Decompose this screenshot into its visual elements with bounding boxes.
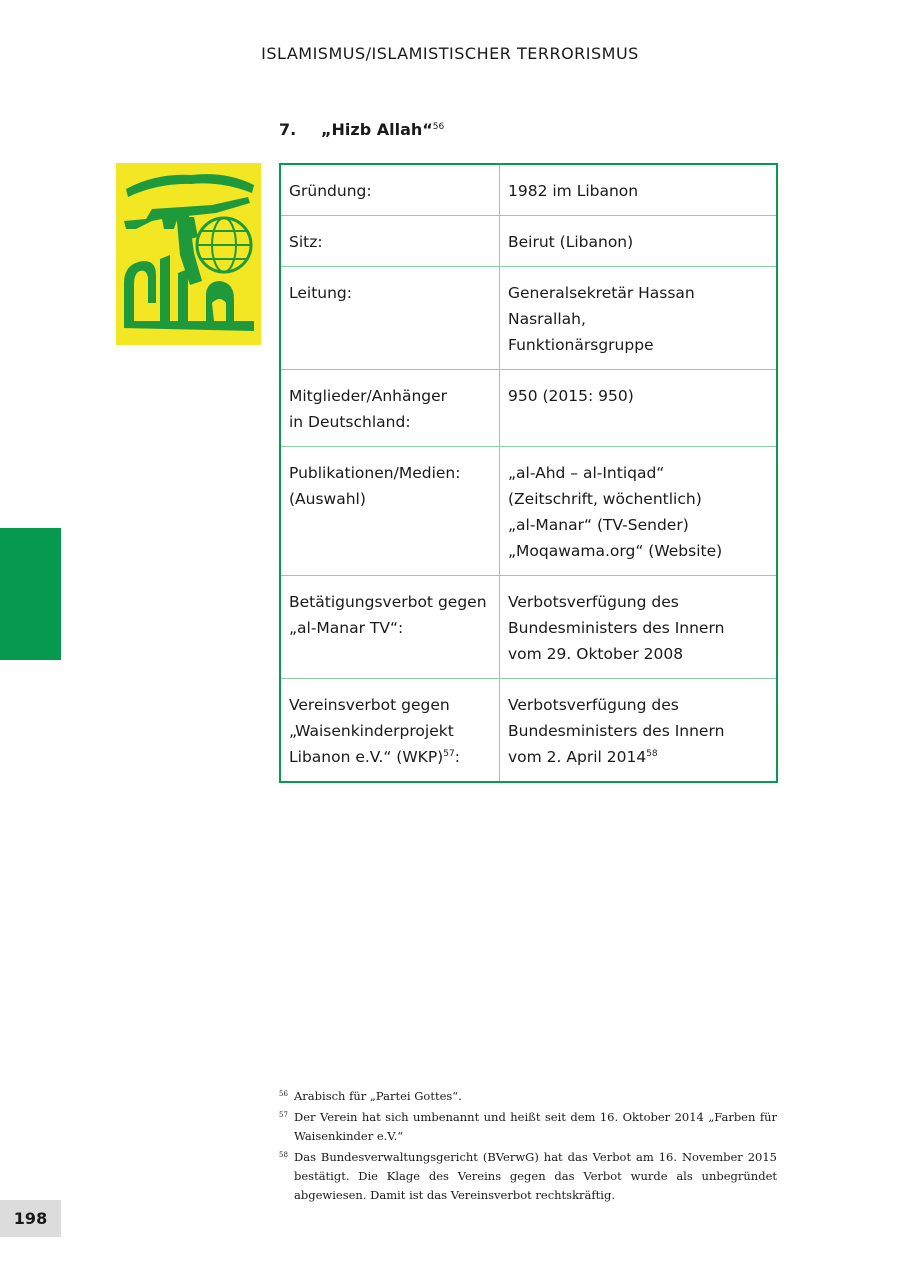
table-row	[280, 267, 777, 370]
row-value-association-ban: Verbotsverfügung des Bundesministers des Innern vom 2. April 2014$^{58}$	[500, 679, 778, 783]
footnote-58	[279, 1148, 777, 1205]
row-key-founding: Gründung:	[280, 164, 500, 216]
footnote-mark: 58	[279, 1151, 288, 1159]
table-row	[280, 447, 777, 576]
page-number: 198	[0, 1200, 61, 1237]
table-row	[280, 679, 777, 783]
row-key-activity-ban: Betätigungsverbot gegen „al-Manar TV“:	[280, 576, 500, 679]
footnote-ref-57[interactable]: 57	[443, 749, 455, 759]
row-value-founding: 1982 im Libanon	[500, 164, 778, 216]
row-value-seat: Beirut (Libanon)	[500, 216, 778, 267]
row-key-members: Mitglieder/Anhänger in Deutschland:	[280, 370, 500, 447]
row-value-leadership: Generalsekretär Hassan Nasrallah, Funktionärsgruppe	[500, 267, 778, 370]
table-row	[280, 216, 777, 267]
table-row	[280, 576, 777, 679]
row-key-leadership: Leitung:	[280, 267, 500, 370]
footnote-mark: 57	[279, 1111, 288, 1119]
row-value-members: 950 (2015: 950)	[500, 370, 778, 447]
footnote-text: Der Verein hat sich umbenannt und heißt seit dem 16. Oktober 2014 „Farben für Waisenkinder e.V.“	[294, 1110, 777, 1143]
footnote-text: Arabisch für „Partei Gottes“.	[294, 1089, 462, 1103]
table-row	[280, 370, 777, 447]
chapter-side-tab	[0, 528, 61, 660]
footnote-57	[279, 1108, 777, 1146]
footnote-ref-58[interactable]: 58	[646, 749, 658, 759]
footnotes	[279, 1087, 777, 1207]
row-key-association-ban: Vereinsverbot gegen „Waisenkinderprojekt Libanon e.V.“ (WKP)$^{57}$:	[280, 679, 500, 783]
facts-table	[279, 163, 778, 783]
section-title	[279, 120, 444, 139]
footnote-56	[279, 1087, 777, 1106]
hizb-allah-flag-emblem-icon	[116, 163, 261, 345]
row-value-activity-ban: Verbotsverfügung des Bundesministers des Innern vom 29. Oktober 2008	[500, 576, 778, 679]
row-key-publications: Publikationen/Medien: (Auswahl)	[280, 447, 500, 576]
row-value-publications: „al-Ahd – al-Intiqad“ (Zeitschrift, wöchentlich) „al-Manar“ (TV-Sender) „Moqawama.org“ (Website)	[500, 447, 778, 576]
footnote-ref-56[interactable]: 56	[432, 122, 445, 132]
table-row	[280, 164, 777, 216]
section-title-text: „Hizb Allah“	[321, 120, 433, 139]
section-number: 7.	[279, 120, 297, 139]
footnote-text: Das Bundesverwaltungsgericht (BVerwG) hat das Verbot am 16. November 2015 bestätigt. Die Klage des Vereins gegen das Verbot wurde als unbegründet abgewiesen. Damit ist das Vereinsverbot rechtskräftig.	[294, 1150, 777, 1202]
running-header: ISLAMISMUS/ISLAMISTISCHER TERRORISMUS	[261, 44, 639, 63]
row-key-seat: Sitz:	[280, 216, 500, 267]
footnote-mark: 56	[279, 1090, 288, 1098]
